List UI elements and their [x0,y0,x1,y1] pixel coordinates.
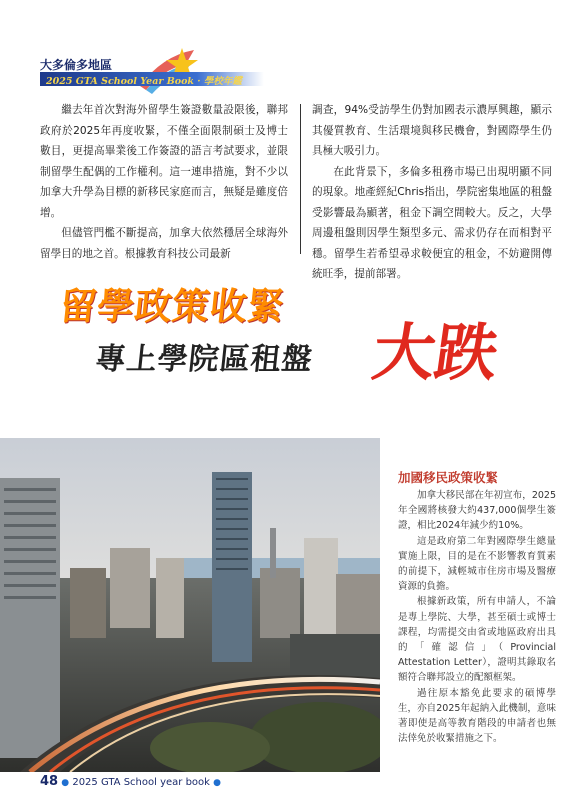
article-paragraph: 繼去年首次對海外留學生簽證數量設限後，聯邦政府於2025年再度收緊，不僅全面限制碩士及博士數目，更提高畢業後工作簽證的語言考試要求，並限制留學生配偶的工作權利。這一連串措施，對不少以加拿大升學為目標的新移民家庭而言，無疑是雖度倍增。 [40,104,288,219]
city-highway-photo [0,438,380,772]
headline-line-2: 專上學院區租盤 [93,342,315,377]
article-paragraph: 在此背景下，多倫多租務市場已出現明顯不同的現象。地產經紀Chris指出，學院密集地區的租盤受影響最為顯著，租金下調空間較大。反之，大學周邊租盤則因學生類型多元、需求仍存在而相對平穩。留學生若希望尋求較便宜的租金，不妨避開傳統旺季，提前部署。 [312,165,552,280]
publication-name: 2025 GTA School year book [72,777,210,788]
sidebar-paragraph: 這是政府第二年對國際學生總量實施上限，目的是在不影響教育質素的前提下，減輕城市住房市場及醫療資源的負擔。 [398,535,556,593]
article-column-right [312,100,552,285]
yearbook-title: 2025 GTA School Year Book · 學校年鑑 [46,76,242,87]
column-divider [300,104,301,254]
region-label: 大多倫多地區 [40,58,113,72]
page-header [40,46,260,86]
article-column-left [40,100,288,264]
article-paragraph: 調查，94%受訪學生仍對加國表示濃厚興趣，顯示其優質教育、生活環境與移民機會，對國際學生仍具極大吸引力。 [312,104,552,157]
sidebar-title: 加國移民政策收緊 [398,470,499,485]
page-footer [40,774,221,789]
bullet-icon: ● [61,778,70,788]
sidebar-body [398,488,556,746]
sidebar-paragraph: 根據新政策，所有申請人，不論是專上學院、大學，甚至碩士或博士課程，均需提交由省或地區政府出具的「確認信」（Provincial Attestation Letter），證明其錄取名額符合聯邦設立的配額框架。 [398,596,556,684]
headline-line-1: 留學政策收緊 [57,285,287,328]
page-number: 48 [40,774,59,789]
headline-line-3: 大跌 [368,316,503,389]
sidebar-paragraph: 過往原本豁免此要求的碩博學生，亦自2025年起納入此機制，意味著即使是高等教育階段的申請者也無法倖免於收緊措施之下。 [398,687,556,745]
article-paragraph: 但儘管門檻不斷提高，加拿大依然穩居全球海外留學目的地之首。根據教育科技公司最新 [40,227,288,260]
bullet-icon: ● [213,778,221,788]
sidebar-paragraph: 加拿大移民部在年初宣布，2025年全國將核發大約437,000個學生簽證，相比2024年減少約10%。 [398,490,556,532]
city-photo-illustration [0,438,380,772]
